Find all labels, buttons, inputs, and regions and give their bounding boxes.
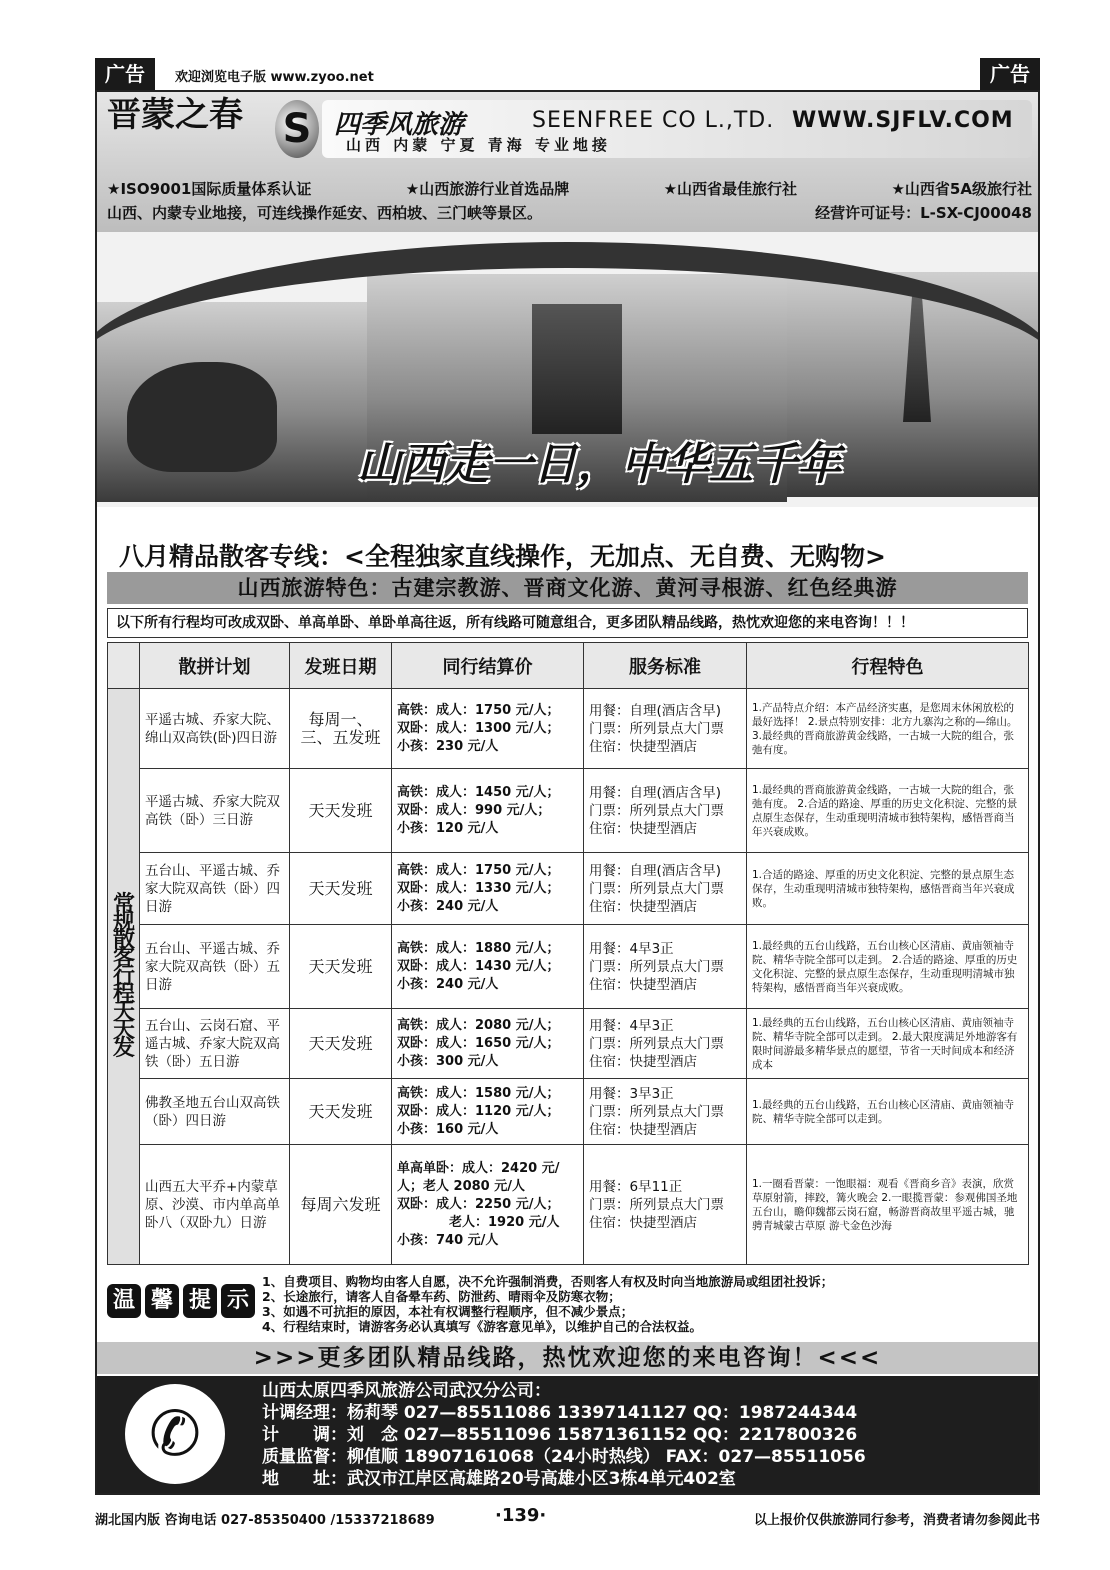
header bbox=[97, 92, 1038, 232]
column-header: 行程特色 bbox=[747, 643, 1029, 689]
welcome-text: 欢迎浏览电子版 www.zyoo.net bbox=[175, 70, 374, 85]
reminder-item: 3、如遇不可抗拒的原因，本社有权调整行程顺序，但不减少景点； bbox=[262, 1304, 634, 1319]
price-line: 双卧：成人：1330 元/人； bbox=[397, 880, 560, 896]
ad-frame bbox=[95, 90, 1040, 1495]
departure-cell: 天天发班 bbox=[290, 769, 392, 853]
price-line: 双卧：成人：990 元/人； bbox=[397, 802, 551, 818]
price-line: 小孩：740 元/人 bbox=[397, 1232, 499, 1248]
features-cell: 1.最经典的五台山线路，五台山核心区清庙、黄庙领袖寺院、精华寺院全部可以走到。 2.最大限度满足外地游客有限时间游最多精华景点的愿望，节省一天时间成本和经济成本 bbox=[747, 1009, 1029, 1079]
side-char: 散 bbox=[113, 927, 136, 953]
page-number: ·139· bbox=[495, 1505, 547, 1526]
service-line: 用餐：3早3正 bbox=[589, 1085, 674, 1102]
reminder-section bbox=[107, 1274, 1032, 1336]
departure-cell: 每周六发班 bbox=[290, 1145, 392, 1265]
price-line: 双卧：成人：1430 元/人； bbox=[397, 958, 560, 974]
reminder-badge bbox=[107, 1284, 255, 1318]
service-line: 住宿：快捷型酒店 bbox=[589, 1053, 697, 1070]
phone-icon: ✆ bbox=[125, 1384, 225, 1484]
logo-jinmeng bbox=[107, 95, 272, 168]
column-header: 散拼计划 bbox=[140, 643, 290, 689]
notice-box: 以下所有行程均可改成双卧、单高单卧、单卧单高往返，所有线路可随意组合，更多团队精品线路，热忱欢迎您的来电咨询！！！ bbox=[107, 608, 1028, 638]
contact-line[interactable]: 计调经理：杨莉琴 027—85511086 13397141127 QQ：1987244344 bbox=[262, 1403, 858, 1423]
service-line: 用餐：4早3正 bbox=[589, 940, 674, 957]
side-char: 程 bbox=[113, 981, 136, 1007]
logo-text: 晋蒙之春 bbox=[107, 95, 243, 135]
contact-lines bbox=[262, 1380, 866, 1490]
table-row bbox=[108, 1145, 1029, 1265]
price-line: 小孩：120 元/人 bbox=[397, 820, 499, 836]
service-line: 门票：所列景点大门票 bbox=[589, 802, 724, 819]
price-line: 高铁：成人：1750 元/人； bbox=[397, 862, 560, 878]
service-line: 门票：所列景点大门票 bbox=[589, 958, 724, 975]
route-cell: 平遥古城、乔家大院双高铁（卧）三日游 bbox=[140, 769, 290, 853]
seenfree-logo-icon: S bbox=[275, 100, 319, 158]
features-cell: 1.最经典的晋商旅游黄金线路，一古城一大院的组合，张弛有度。 2.合适的路途、厚重的历史文化积淀、完整的景点原生态保存，生动重现明清城市独特架构，感悟晋商当年兴衰成败。 bbox=[747, 769, 1029, 853]
service-line: 门票：所列景点大门票 bbox=[589, 1196, 724, 1213]
page-footer bbox=[95, 1505, 1040, 1531]
reminder-item: 2、长途旅行，请客人自备晕车药、防泄药、晴雨伞及防寒衣物； bbox=[262, 1289, 621, 1304]
service-cell bbox=[584, 689, 747, 769]
header-blank bbox=[108, 643, 140, 689]
service-line: 住宿：快捷型酒店 bbox=[589, 898, 697, 915]
cert-item: ★山西省5A级旅行社 bbox=[891, 180, 1032, 198]
contact-line[interactable]: 计 调：刘 念 027—85511096 15871361152 QQ：2217800326 bbox=[262, 1425, 858, 1445]
service-line: 用餐：4早3正 bbox=[589, 1017, 674, 1034]
service-line: 门票：所列景点大门票 bbox=[589, 1103, 724, 1120]
price-line: 小孩：230 元/人 bbox=[397, 738, 499, 754]
service-cell bbox=[584, 1145, 747, 1265]
contact-line[interactable]: 质量监督：柳值顺 18907161068（24小时热线） FAX：027—85511056 bbox=[262, 1447, 866, 1467]
table-row bbox=[108, 689, 1029, 769]
calligraphy-slogan: 山西走一日，中华五千年 bbox=[357, 439, 841, 490]
service-line: 用餐：自理(酒店含早) bbox=[589, 702, 722, 719]
price-line: 高铁：成人：1880 元/人； bbox=[397, 940, 560, 956]
service-line: 住宿：快捷型酒店 bbox=[589, 1121, 697, 1138]
column-header: 服务标准 bbox=[584, 643, 747, 689]
price-line: 小孩：160 元/人 bbox=[397, 1121, 499, 1137]
price-cell bbox=[392, 853, 584, 925]
table-row bbox=[108, 1009, 1029, 1079]
footer-left: 湖北国内版 咨询电话 027-85350400 /15337218689 bbox=[95, 1513, 435, 1528]
route-cell: 山西五大平乔+内蒙草原、沙漠、市内单高单卧八（双卧九）日游 bbox=[140, 1145, 290, 1265]
features-band: 山西旅游特色：古建宗教游、晋商文化游、黄河寻根游、红色经典游 bbox=[107, 572, 1028, 604]
service-line: 门票：所列景点大门票 bbox=[589, 1035, 724, 1052]
price-line: 双卧：成人：2250 元/人； bbox=[397, 1196, 560, 1212]
side-char: 行 bbox=[113, 963, 136, 989]
certifications bbox=[107, 178, 1032, 199]
reminder-badge-char: 示 bbox=[221, 1284, 255, 1318]
website-link[interactable]: WWW.SJFLV.COM bbox=[792, 108, 1014, 133]
service-cell bbox=[584, 853, 747, 925]
price-line: 高铁：成人：2080 元/人； bbox=[397, 1017, 560, 1033]
table-header-row bbox=[108, 643, 1029, 689]
route-cell: 佛教圣地五台山双高铁（卧）四日游 bbox=[140, 1079, 290, 1145]
brand-name-en: SEENFREE CO L.,TD. bbox=[532, 108, 775, 133]
license-number: 经营许可证号：L-SX-CJ00048 bbox=[815, 204, 1032, 222]
price-line: 双卧：成人：1650 元/人； bbox=[397, 1035, 560, 1051]
features-cell: 1.合适的路途、厚重的历史文化积淀、完整的景点原生态保存，生动重现明清城市独特架构，感悟晋商当年兴衰成败。 bbox=[747, 853, 1029, 925]
intro-text: 山西、内蒙专业地接，可连线操作延安、西柏坡、三门峡等景区。 bbox=[107, 204, 543, 222]
reminder-item: 4、行程结束时，请游客务必认真填写《游客意见单》，以维护自己的合法权益。 bbox=[262, 1319, 702, 1334]
departure-cell: 天天发班 bbox=[290, 1009, 392, 1079]
ad-tag-left: 广告 bbox=[95, 58, 155, 90]
side-char: 发 bbox=[113, 1035, 136, 1061]
reminder-list bbox=[262, 1274, 833, 1334]
side-char: 客 bbox=[113, 945, 136, 971]
service-line: 门票：所列景点大门票 bbox=[589, 720, 724, 737]
column-header: 同行结算价 bbox=[392, 643, 584, 689]
top-bar bbox=[95, 58, 1040, 90]
price-line: 单高单卧：成人：2420 元/人；老人 2080 元/人 bbox=[397, 1160, 560, 1194]
service-line: 用餐：6早11正 bbox=[589, 1178, 683, 1195]
address-line: 地 址：武汉市江岸区高雄路20号高雄小区3栋4单元402室 bbox=[262, 1469, 736, 1489]
reminder-item: 1、自费项目、购物均由客人自愿，决不允许强制消费，否则客人有权及时向当地旅游局或组团社投诉； bbox=[262, 1274, 834, 1289]
price-line: 高铁：成人：1450 元/人； bbox=[397, 784, 560, 800]
price-cell bbox=[392, 1079, 584, 1145]
price-line: 双卧：成人：1120 元/人； bbox=[397, 1103, 560, 1119]
features-cell: 1.最经典的五台山线路，五台山核心区清庙、黄庙领袖寺院、精华寺院全部可以走到。 bbox=[747, 1079, 1029, 1145]
service-line: 住宿：快捷型酒店 bbox=[589, 820, 697, 837]
price-line: 小孩：240 元/人 bbox=[397, 976, 499, 992]
service-line: 门票：所列景点大门票 bbox=[589, 880, 724, 897]
cert-item: ★山西旅游行业首选品牌 bbox=[405, 180, 570, 198]
brand-subtitle: 山西 内蒙 宁夏 青海 专业地接 bbox=[346, 136, 611, 154]
price-cell bbox=[392, 925, 584, 1009]
reminder-badge-char: 温 bbox=[107, 1284, 141, 1318]
side-char: 常 bbox=[113, 891, 136, 917]
service-cell bbox=[584, 1079, 747, 1145]
reminder-badge-char: 提 bbox=[183, 1284, 217, 1318]
brand-band bbox=[322, 100, 1032, 158]
service-cell bbox=[584, 925, 747, 1009]
route-cell: 平遥古城、乔家大院、绵山双高铁(卧)四日游 bbox=[140, 689, 290, 769]
cert-item: ★ISO9001国际质量体系认证 bbox=[107, 180, 312, 198]
price-line: 双卧：成人：1300 元/人； bbox=[397, 720, 560, 736]
table-row bbox=[108, 925, 1029, 1009]
features-cell: 1.最经典的五台山线路，五台山核心区清庙、黄庙领袖寺院、精华寺院全部可以走到。 2.合适的路途、厚重的历史文化积淀、完整的景点原生态保存，生动重现明清城市独特架构，感悟晋商当年兴衰成败。 bbox=[747, 925, 1029, 1009]
side-char: 天 bbox=[113, 999, 136, 1025]
departure-cell: 天天发班 bbox=[290, 925, 392, 1009]
brand-name-cn: 四季风旅游 bbox=[334, 110, 465, 140]
service-cell bbox=[584, 769, 747, 853]
features-cell: 1.一圈看晋蒙：一饱眼福：观看《晋商乡音》表演，欣赏草原射箭，摔跤，篝火晚会 2.一眼揽晋蒙：参观佛国圣地五台山，瞻仰魏都云岗石窟，畅游晋商故里平遥古城，驰骋青城蒙古草原 游弋金色沙海 bbox=[747, 1145, 1029, 1265]
departure-cell: 每周一、三、五发班 bbox=[290, 689, 392, 769]
price-cell bbox=[392, 1009, 584, 1079]
price-line: 老人：1920 元/人 bbox=[449, 1214, 560, 1230]
table-row bbox=[108, 853, 1029, 925]
call-banner: >>>更多团队精品线路，热忱欢迎您的来电咨询！<<< bbox=[97, 1342, 1038, 1374]
service-cell bbox=[584, 1009, 747, 1079]
company-name: 山西太原四季风旅游公司武汉分公司： bbox=[262, 1381, 551, 1401]
column-header: 发班日期 bbox=[290, 643, 392, 689]
price-cell bbox=[392, 769, 584, 853]
price-cell bbox=[392, 689, 584, 769]
price-line: 高铁：成人：1580 元/人； bbox=[397, 1085, 560, 1101]
service-line: 住宿：快捷型酒店 bbox=[589, 1214, 697, 1231]
ad-tag-right: 广告 bbox=[980, 58, 1040, 90]
side-char: 天 bbox=[113, 1017, 136, 1043]
departure-cell: 天天发班 bbox=[290, 853, 392, 925]
service-line: 住宿：快捷型酒店 bbox=[589, 738, 697, 755]
route-cell: 五台山、平遥古城、乔家大院双高铁（卧）四日游 bbox=[140, 853, 290, 925]
cert-item: ★山西省最佳旅行社 bbox=[663, 180, 798, 198]
service-line: 用餐：自理(酒店含早) bbox=[589, 784, 722, 801]
photo-collage bbox=[97, 232, 1038, 507]
service-line: 住宿：快捷型酒店 bbox=[589, 976, 697, 993]
table-row bbox=[108, 1079, 1029, 1145]
route-cell: 五台山、云岗石窟、平遥古城、乔家大院双高铁（卧）五日游 bbox=[140, 1009, 290, 1079]
price-line: 小孩：300 元/人 bbox=[397, 1053, 499, 1069]
schedule-table bbox=[107, 642, 1029, 1265]
features-cell: 1.产品特点介绍：本产品经济实惠，是您周末休闲放松的最好选择！ 2.景点特别安排：北方九寨沟之称的—绵山。 3.最经典的晋商旅游黄金线路，一古城一大院的组合，张弛有度。 bbox=[747, 689, 1029, 769]
side-category-label bbox=[108, 689, 140, 1265]
intro-row bbox=[107, 202, 1032, 223]
table-row bbox=[108, 769, 1029, 853]
price-line: 小孩：240 元/人 bbox=[397, 898, 499, 914]
price-cell bbox=[392, 1145, 584, 1265]
departure-cell: 天天发班 bbox=[290, 1079, 392, 1145]
price-line: 高铁：成人：1750 元/人； bbox=[397, 702, 560, 718]
headline: 八月精品散客专线：<全程独家直线操作，无加点、无自费、无购物> bbox=[119, 542, 886, 571]
footer-disclaimer: 以上报价仅供旅游同行参考，消费者请勿参阅此书 bbox=[753, 1513, 1040, 1528]
service-line: 用餐：自理(酒店含早) bbox=[589, 862, 722, 879]
side-char: 规 bbox=[113, 909, 136, 935]
contact-block bbox=[97, 1376, 1038, 1493]
route-cell: 五台山、平遥古城、乔家大院双高铁（卧）五日游 bbox=[140, 925, 290, 1009]
reminder-badge-char: 馨 bbox=[145, 1284, 179, 1318]
